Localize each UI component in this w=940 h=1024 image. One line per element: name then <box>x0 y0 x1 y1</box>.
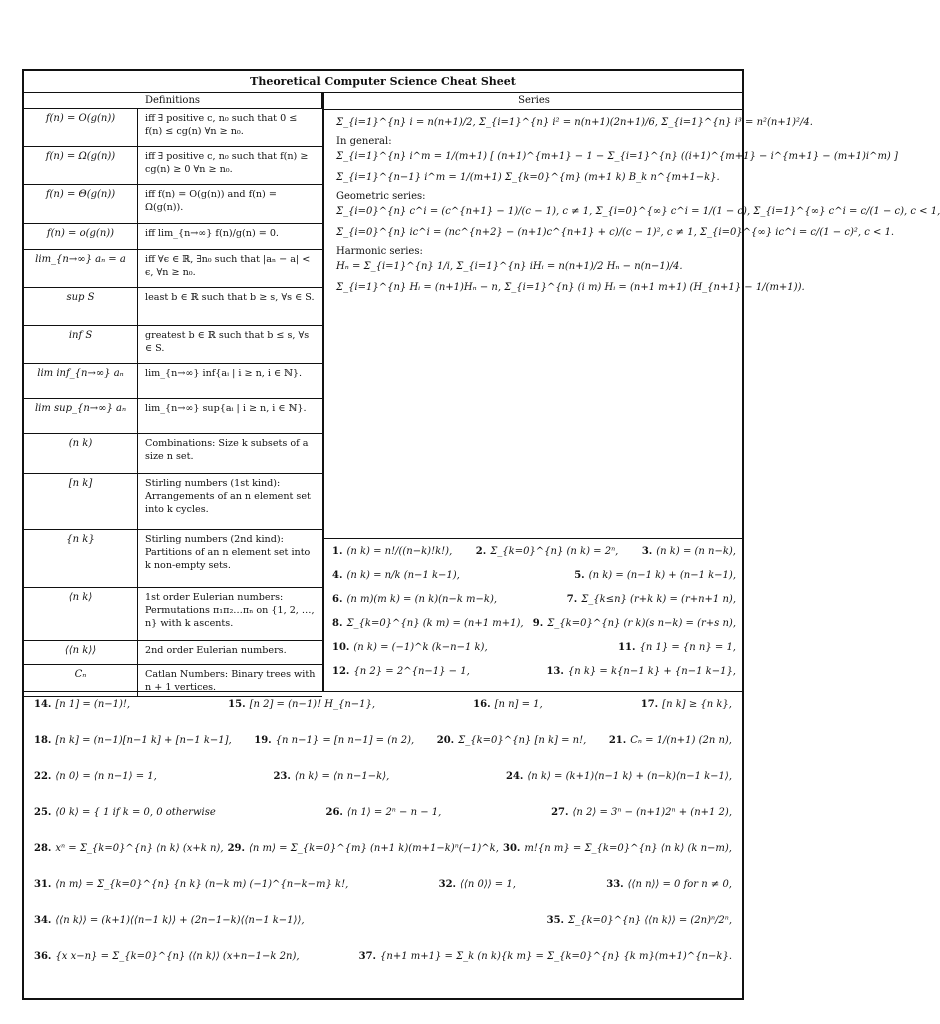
identity <box>228 698 375 712</box>
identity-number: 36. <box>34 951 52 962</box>
identity <box>34 878 348 892</box>
identity-number: 14. <box>34 699 52 710</box>
identity-equation: {n 1} = {n n} = 1, <box>639 642 736 653</box>
identity-equation: ⟨0 k⟩ = { 1 if k = 0, 0 otherwise <box>55 807 216 818</box>
identity-number: 9. <box>532 618 544 629</box>
identity <box>34 914 305 928</box>
identity-row <box>332 569 736 583</box>
identity-equation: (n m)(m k) = (n k)(n−k m−k), <box>346 594 498 605</box>
identity <box>567 593 736 607</box>
identity <box>503 842 732 856</box>
identity-equation: (n k) = (n n−k), <box>656 546 736 557</box>
definition-term: Cₙ <box>24 665 138 696</box>
identity-equation: Σ_{k=0}^{n} [n k] = n!, <box>458 735 587 746</box>
identity-number: 29. <box>227 843 245 854</box>
identity-number: 19. <box>254 735 272 746</box>
definitions-header: Definitions <box>24 92 322 109</box>
identity <box>34 950 300 964</box>
identities-right-section <box>324 541 744 691</box>
identity-number: 2. <box>475 546 487 557</box>
identity-number: 13. <box>546 666 564 677</box>
identity-equation: {n n−1} = [n n−1] = (n 2), <box>275 735 415 746</box>
identity <box>609 734 732 748</box>
definition-row <box>24 147 322 185</box>
definition-description: least b ∈ ℝ such that b ≥ s, ∀s ∈ S. <box>145 292 315 303</box>
identity <box>34 734 232 748</box>
identity-equation: (n k) = (n−1 k) + (n−1 k−1), <box>588 570 736 581</box>
identity-equation: [n n] = 1, <box>494 699 543 710</box>
identity <box>574 569 736 583</box>
definition-description: lim_{n→∞} sup{aᵢ | i ≥ n, i ∈ ℕ}. <box>145 403 307 414</box>
identity <box>34 806 216 820</box>
definition-description: lim_{n→∞} inf{aᵢ | i ≥ n, i ∈ ℕ}. <box>145 368 303 379</box>
identity-number: 30. <box>503 843 521 854</box>
definition-row <box>24 288 322 326</box>
identity <box>34 698 130 712</box>
definition-row <box>24 326 322 364</box>
series-section <box>324 109 940 539</box>
definition-term: sup S <box>24 288 138 325</box>
identity-row <box>34 698 732 712</box>
definition-row <box>24 185 322 224</box>
identity-number: 20. <box>436 735 455 746</box>
identity <box>359 950 732 964</box>
identity-equation: Σ_{k≤n} (r+k k) = (r+n+1 n), <box>581 594 736 605</box>
identity-equation: xⁿ = Σ_{k=0}^{n} ⟨n k⟩ (x+k n), <box>55 843 224 854</box>
definition-description: greatest b ∈ ℝ such that b ≤ s, ∀s ∈ S. <box>145 330 310 354</box>
definition-term: inf S <box>24 326 138 363</box>
identity-equation: [n 2] = (n−1)! H_{n−1}, <box>249 699 376 710</box>
identity-equation: ⟨n m⟩ = Σ_{k=0}^{m} (n+1 k)(m+1−k)ⁿ(−1)^k, <box>249 843 499 854</box>
definition-row <box>24 109 322 147</box>
identity-number: 16. <box>473 699 491 710</box>
identity-equation: [n k] ≥ {n k}, <box>662 699 732 710</box>
identity-number: 27. <box>551 807 569 818</box>
definition-row <box>24 399 322 434</box>
identity-equation: (n k) = n/k (n−1 k−1), <box>346 570 460 581</box>
identity-number: 31. <box>34 879 52 890</box>
cheat-sheet <box>22 69 940 1000</box>
identity-number: 11. <box>618 642 636 653</box>
definition-term: f(n) = Θ(g(n)) <box>24 185 138 223</box>
definition-row <box>24 224 322 250</box>
identity-number: 24. <box>505 771 524 782</box>
identity-row <box>34 770 732 784</box>
identity <box>34 770 157 784</box>
identity-number: 6. <box>332 594 343 605</box>
definition-term: lim_{n→∞} aₙ = a <box>24 250 138 287</box>
definition-description: Catlan Numbers: Binary trees with n + 1 vertices. <box>145 669 316 693</box>
identity-number: 1. <box>332 546 343 557</box>
series-header: Series <box>324 92 744 110</box>
identity <box>332 569 460 583</box>
definition-term: (n k) <box>24 434 138 473</box>
identity-row <box>34 914 732 928</box>
identity <box>473 698 543 712</box>
identity-number: 35. <box>546 915 565 926</box>
identity-equation: (n k) = n!/((n−k)!k!), <box>346 546 453 557</box>
identity-equation: ⟨⟨n 0⟩⟩ = 1, <box>460 879 516 890</box>
definition-term: lim inf_{n→∞} aₙ <box>24 364 138 398</box>
identity <box>533 617 736 631</box>
identity-equation: {n 2} = 2^{n−1} − 1, <box>353 666 470 677</box>
identity <box>641 698 732 712</box>
identity-equation: ⟨n k⟩ = ⟨n n−1−k⟩, <box>294 771 390 782</box>
definition-row <box>24 530 322 588</box>
identity <box>439 878 516 892</box>
identity <box>332 641 488 655</box>
identity-number: 26. <box>325 807 343 818</box>
identity-number: 4. <box>332 570 343 581</box>
identity-equation: [n k] = (n−1)[n−1 k] + [n−1 k−1], <box>55 735 232 746</box>
identity-equation: [n 1] = (n−1)!, <box>55 699 131 710</box>
identity-equation: Σ_{k=0}^{n} (r k)(s n−k) = (r+s n), <box>547 618 736 629</box>
definition-term: ⟨n k⟩ <box>24 588 138 640</box>
definition-term: f(n) = Ω(g(n)) <box>24 147 138 184</box>
identity-number: 28. <box>34 843 52 854</box>
definition-description: 2nd order Eulerian numbers. <box>145 645 287 656</box>
identity-number: 3. <box>641 546 653 557</box>
identity <box>437 734 587 748</box>
series-equation: Hₙ = Σ_{i=1}^{n} 1/i, Σ_{i=1}^{n} iHᵢ = n(n+1)/2 Hₙ − n(n−1)/4. <box>336 261 683 272</box>
identity-row <box>34 950 732 964</box>
identity-equation: ⟨n 0⟩ = ⟨n n−1⟩ = 1, <box>55 771 157 782</box>
identity <box>254 734 414 748</box>
definition-row <box>24 588 322 641</box>
identity-number: 21. <box>608 735 627 746</box>
identity <box>547 914 732 928</box>
identity-row <box>34 806 732 820</box>
identity-row <box>332 545 736 559</box>
identities-bottom-section <box>24 691 742 998</box>
identity <box>326 806 442 820</box>
identity <box>476 545 619 559</box>
identity-number: 18. <box>34 735 52 746</box>
identity-equation: ⟨⟨n k⟩⟩ = (k+1)⟨⟨n−1 k⟩⟩ + (2n−1−k)⟨⟨n−1 k−1⟩⟩, <box>55 915 305 926</box>
identity-number: 37. <box>358 951 377 962</box>
identity-equation: ⟨n k⟩ = (k+1)⟨n−1 k⟩ + (n−k)⟨n−1 k−1⟩, <box>527 771 732 782</box>
identity <box>228 842 499 856</box>
definition-row <box>24 250 322 288</box>
series-label: Harmonic series: <box>336 246 423 257</box>
identity-row <box>332 617 736 631</box>
definition-row <box>24 434 322 474</box>
identity <box>34 842 224 856</box>
identity <box>546 665 736 679</box>
identity-equation: ⟨n 2⟩ = 3ⁿ − (n+1)2ⁿ + (n+1 2), <box>572 807 732 818</box>
identity-row <box>34 878 732 892</box>
identity-row <box>34 842 732 856</box>
identity <box>506 770 732 784</box>
identity <box>551 806 732 820</box>
series-equation: Σ_{i=1}^{n} i = n(n+1)/2, Σ_{i=1}^{n} i² = n(n+1)(2n+1)/6, Σ_{i=1}^{n} i³ = n²(n+1)²/4. <box>336 117 813 128</box>
identity-number: 33. <box>606 879 624 890</box>
identity-equation: {n k} = k{n−1 k} + {n−1 k−1}, <box>567 666 736 677</box>
identity-equation: m!{n m} = Σ_{k=0}^{n} ⟨n k⟩ (k n−m), <box>524 843 732 854</box>
identity-number: 8. <box>332 618 343 629</box>
identity-equation: ⟨n m⟩ = Σ_{k=0}^{n} {n k} (n−k m) (−1)^{n−k−m} k!, <box>55 879 349 890</box>
identity-equation: {n+1 m+1} = Σ_k (n k){k m} = Σ_{k=0}^{n} {k m}(m+1)^{n−k}. <box>380 951 732 962</box>
page-title: Theoretical Computer Science Cheat Sheet <box>24 71 742 93</box>
identity-number: 15. <box>228 699 246 710</box>
identity-number: 23. <box>273 771 291 782</box>
identity-number: 12. <box>332 666 350 677</box>
identity-row <box>332 593 736 607</box>
identity-number: 25. <box>34 807 52 818</box>
definition-term: {n k} <box>24 530 138 587</box>
definition-description: Combinations: Size k subsets of a size n set. <box>145 438 309 462</box>
definition-row <box>24 474 322 530</box>
identity <box>606 878 732 892</box>
definition-term: [n k] <box>24 474 138 529</box>
definition-description: iff ∃ positive c, n₀ such that f(n) ≥ cg(n) ≥ 0 ∀n ≥ n₀. <box>145 151 309 175</box>
identity-equation: Cₙ = 1/(n+1) (2n n), <box>630 735 732 746</box>
series-equation: Σ_{i=1}^{n} i^m = 1/(m+1) [ (n+1)^{m+1} − 1 − Σ_{i=1}^{n} ((i+1)^{m+1} − i^{m+1} − (m+1)i^m) ] <box>336 151 898 162</box>
definition-description: iff lim_{n→∞} f(n)/g(n) = 0. <box>145 228 279 239</box>
series-equation: Σ_{i=0}^{n} c^i = (c^{n+1} − 1)/(c − 1), c ≠ 1, Σ_{i=0}^{∞} c^i = 1/(1 − c), Σ_{i=1}^{∞} c^i = c/(1 − c), c < 1, <box>336 206 940 217</box>
definition-row <box>24 641 322 665</box>
definition-description: iff ∃ positive c, n₀ such that 0 ≤ f(n) ≤ cg(n) ∀n ≥ n₀. <box>145 113 298 137</box>
definition-term: f(n) = o(g(n)) <box>24 224 138 249</box>
identity-number: 17. <box>640 699 659 710</box>
definition-description: Stirling numbers (2nd kind): Partitions of an n element set into k non-empty sets. <box>145 534 311 571</box>
definitions-table <box>24 109 322 697</box>
identity <box>332 617 524 631</box>
definition-row <box>24 364 322 399</box>
identity-equation: Σ_{k=0}^{n} ⟨⟨n k⟩⟩ = (2n)ⁿ/2ⁿ, <box>568 915 732 926</box>
series-label: In general: <box>336 136 392 147</box>
definition-term: ⟨⟨n k⟩⟩ <box>24 641 138 664</box>
identity-number: 22. <box>34 771 52 782</box>
identity <box>273 770 389 784</box>
identity-row <box>332 641 736 655</box>
identity <box>642 545 736 559</box>
identity-number: 32. <box>438 879 457 890</box>
identity-equation: Σ_{k=0}^{n} (n k) = 2ⁿ, <box>490 546 619 557</box>
identity <box>618 641 736 655</box>
identity-equation: ⟨⟨n n⟩⟩ = 0 for n ≠ 0, <box>627 879 732 890</box>
identity-number: 10. <box>332 642 350 653</box>
definition-description: Stirling numbers (1st kind): Arrangements of an n element set into k cycles. <box>145 478 311 515</box>
series-equation: Σ_{i=0}^{n} ic^i = (nc^{n+2} − (n+1)c^{n+1} + c)/(c − 1)², c ≠ 1, Σ_{i=0}^{∞} ic^i = c/(1 − c)², c < 1. <box>336 227 895 238</box>
identity-equation: ⟨n 1⟩ = 2ⁿ − n − 1, <box>346 807 442 818</box>
identity-number: 5. <box>574 570 585 581</box>
series-equation: Σ_{i=1}^{n} Hᵢ = (n+1)Hₙ − n, Σ_{i=1}^{n} (i m) Hᵢ = (n+1 m+1) (H_{n+1} − 1/(m+1)). <box>336 282 805 293</box>
definition-description: iff ∀ϵ ∈ ℝ, ∃n₀ such that |aₙ − a| < ϵ, ∀n ≥ n₀. <box>145 254 311 278</box>
identity-equation: (n k) = (−1)^k (k−n−1 k), <box>353 642 488 653</box>
identity-equation: {x x−n} = Σ_{k=0}^{n} ⟨⟨n k⟩⟩ (x+n−1−k 2n), <box>55 951 300 962</box>
identity <box>332 593 497 607</box>
identity-row <box>332 665 736 679</box>
definition-term: lim sup_{n→∞} aₙ <box>24 399 138 433</box>
identity-number: 34. <box>34 915 52 926</box>
identity-row <box>34 734 732 748</box>
identity-number: 7. <box>566 594 578 605</box>
identity <box>332 545 452 559</box>
series-equation: Σ_{i=1}^{n−1} i^m = 1/(m+1) Σ_{k=0}^{m} (m+1 k) B_k n^{m+1−k}. <box>336 172 720 183</box>
definition-term: f(n) = O(g(n)) <box>24 109 138 146</box>
identity <box>332 665 470 679</box>
series-label: Geometric series: <box>336 191 426 202</box>
definition-description: 1st order Eulerian numbers: Permutations π₁π₂…πₙ on {1, 2, …, n} with k ascents. <box>145 592 315 629</box>
identity-equation: Σ_{k=0}^{n} (k m) = (n+1 m+1), <box>346 618 524 629</box>
definition-description: iff f(n) = O(g(n)) and f(n) = Ω(g(n)). <box>145 189 277 213</box>
